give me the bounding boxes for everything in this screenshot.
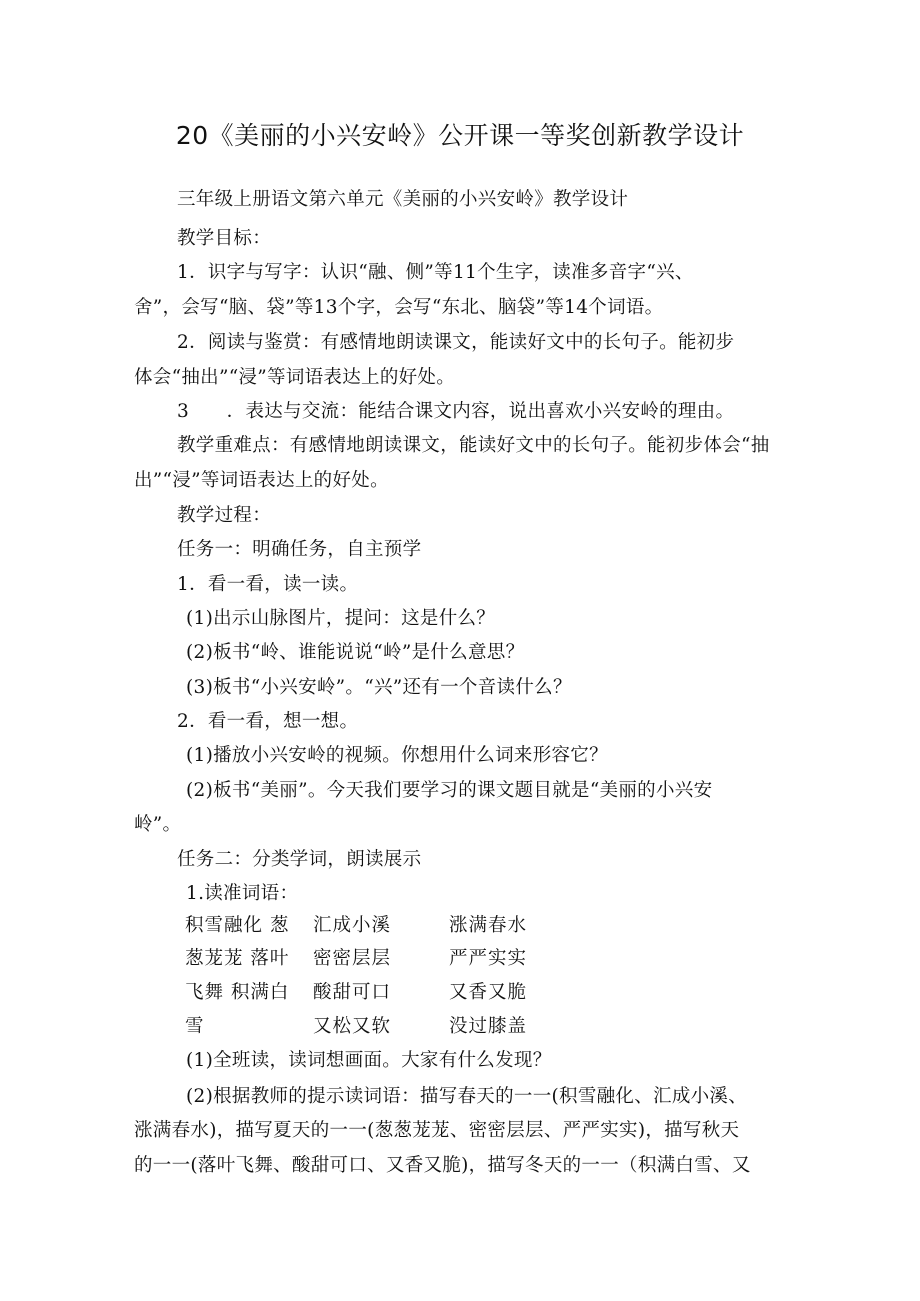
vocab-row [185, 948, 745, 972]
paragraph-line: 体会“抽出”“浸”等词语表达上的好处。 [134, 367, 456, 388]
paragraph-line: 1．识字与写字：认识“融、侧”等11个生字，读准多音字“兴、 [177, 262, 694, 283]
vocab-cell: 密密层层 [313, 948, 392, 969]
list-item: (2)根据教师的提示读词语：描写春天的一一(积雪融化、汇成小溪、 [186, 1086, 748, 1107]
vocab-row [185, 1016, 745, 1040]
vocab-cell: 葱茏茏 落叶 [185, 948, 290, 969]
list-item: 1．看一看，读一读。 [177, 574, 359, 595]
list-item: (1)出示山脉图片，提问：这是什么？ [186, 608, 496, 629]
list-item: (3)板书“小兴安岭”。“兴”还有一个音读什么？ [186, 677, 572, 698]
task-heading: 任务二：分类学词，朗读展示 [177, 849, 422, 870]
vocab-cell: 雪 [185, 1016, 205, 1037]
vocab-cell: 没过膝盖 [449, 1016, 528, 1037]
list-item: 2．看一看，想一想。 [177, 711, 359, 732]
list-item: 1.读准词语： [186, 883, 299, 904]
paragraph-line: 教学重难点：有感情地朗读课文，能读好文中的长句子。能初步体会“抽 [177, 435, 770, 456]
vocab-cell: 飞舞 积满白 [185, 982, 290, 1003]
task-heading: 任务一：明确任务，自主预学 [177, 539, 422, 560]
paragraph-line: 涨满春水)，描写夏天的一一(葱葱茏茏、密密层层、严严实实)，描写秋天 [134, 1120, 740, 1141]
vocab-cell: 酸甜可口 [313, 982, 392, 1003]
list-item: (1)播放小兴安岭的视频。你想用什么词来形容它？ [186, 745, 608, 766]
document-title: 20《美丽的小兴安岭》公开课一等奖创新教学设计 [175, 121, 745, 150]
paragraph-line: 岭”。 [134, 814, 182, 835]
section-heading-process: 教学过程： [177, 505, 272, 526]
vocab-cell: 又松又软 [313, 1016, 392, 1037]
section-heading-objectives: 教学目标： [177, 228, 272, 249]
vocab-row [185, 982, 745, 1006]
vocab-cell: 涨满春水 [449, 915, 528, 936]
list-item: (2)板书“岭、谁能说说“岭”是什么意思？ [186, 642, 525, 663]
list-item: (1)全班读，读词想画面。大家有什么发现？ [186, 1050, 552, 1071]
vocab-cell: 严严实实 [449, 948, 528, 969]
vocab-cell: 又香又脆 [449, 982, 528, 1003]
subtitle-line: 三年级上册语文第六单元《美丽的小兴安岭》教学设计 [177, 189, 629, 210]
paragraph-line: 的一一(落叶飞舞、酸甜可口、又香又脆)，描写冬天的一一（积满白雪、又 [134, 1155, 751, 1176]
paragraph-line: 2．阅读与鉴赏：有感情地朗读课文，能读好文中的长句子。能初步 [177, 332, 735, 353]
vocab-cell: 汇成小溪 [313, 915, 392, 936]
vocab-cell: 积雪融化 葱 [185, 915, 290, 936]
paragraph-line: 舍”，会写“脑、袋”等13个字，会写“东北、脑袋”等14个词语。 [134, 297, 664, 318]
paragraph-line: 出”“浸”等词语表达上的好处。 [134, 470, 389, 491]
paragraph-line: 3 ．表达与交流：能结合课文内容，说出喜欢小兴安岭的理由。 [177, 401, 735, 422]
vocab-row [185, 915, 745, 939]
list-item: (2)板书“美丽”。今天我们要学习的课文题目就是“美丽的小兴安 [186, 780, 713, 801]
